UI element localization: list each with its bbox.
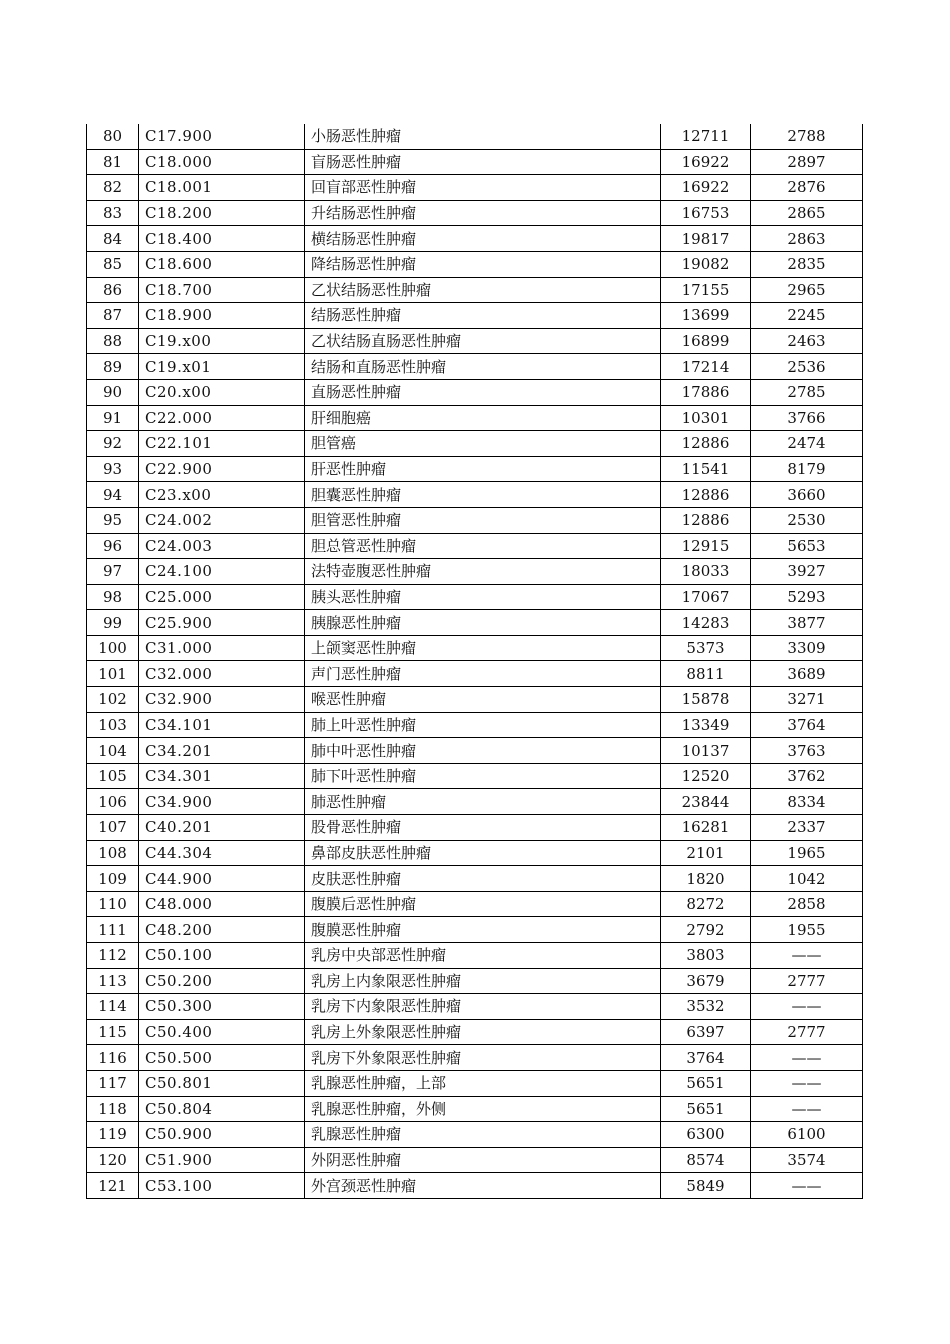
diagnosis-name-cell: 上颌窦恶性肿瘤	[305, 635, 661, 661]
value-cell-1: 10137	[661, 738, 751, 764]
value-cell-2: 2463	[751, 328, 863, 354]
diagnosis-name-cell: 乳腺恶性肿瘤，上部	[305, 1070, 661, 1096]
value-cell-1: 16922	[661, 175, 751, 201]
value-cell-1: 12886	[661, 507, 751, 533]
table-row	[87, 533, 863, 559]
value-cell-2: 3764	[751, 712, 863, 738]
diagnosis-name-cell: 肺上叶恶性肿瘤	[305, 712, 661, 738]
icd-code-cell: C50.500	[139, 1045, 305, 1071]
row-number-cell: 95	[87, 507, 139, 533]
row-number-cell: 99	[87, 610, 139, 636]
diagnosis-name-cell: 肝恶性肿瘤	[305, 456, 661, 482]
value-cell-2: 5293	[751, 584, 863, 610]
table-body	[87, 124, 863, 1198]
row-number-cell: 80	[87, 124, 139, 149]
value-cell-1: 12915	[661, 533, 751, 559]
table-row	[87, 866, 863, 892]
value-cell-1: 12711	[661, 124, 751, 149]
diagnosis-name-cell: 乙状结肠恶性肿瘤	[305, 277, 661, 303]
value-cell-1: 5849	[661, 1173, 751, 1199]
value-cell-2: 1955	[751, 917, 863, 943]
diagnosis-name-cell: 乳房中央部恶性肿瘤	[305, 943, 661, 969]
icd-code-cell: C18.001	[139, 175, 305, 201]
value-cell-2: ——	[751, 1045, 863, 1071]
diagnosis-name-cell: 法特壶腹恶性肿瘤	[305, 559, 661, 585]
diagnosis-name-cell: 腹膜后恶性肿瘤	[305, 891, 661, 917]
value-cell-2: ——	[751, 1096, 863, 1122]
diagnosis-name-cell: 外阴恶性肿瘤	[305, 1147, 661, 1173]
value-cell-2: 3574	[751, 1147, 863, 1173]
table-row	[87, 251, 863, 277]
value-cell-2: 2474	[751, 431, 863, 457]
icd-code-cell: C22.101	[139, 431, 305, 457]
icd-code-cell: C31.000	[139, 635, 305, 661]
value-cell-1: 3532	[661, 994, 751, 1020]
icd-code-cell: C24.003	[139, 533, 305, 559]
diagnosis-name-cell: 肺中叶恶性肿瘤	[305, 738, 661, 764]
diagnosis-name-cell: 皮肤恶性肿瘤	[305, 866, 661, 892]
value-cell-1: 6397	[661, 1019, 751, 1045]
diagnosis-name-cell: 乳房下外象限恶性肿瘤	[305, 1045, 661, 1071]
value-cell-1: 11541	[661, 456, 751, 482]
icd-code-cell: C18.900	[139, 303, 305, 329]
diagnosis-name-cell: 肺恶性肿瘤	[305, 789, 661, 815]
icd-code-cell: C44.304	[139, 840, 305, 866]
value-cell-2: 2835	[751, 251, 863, 277]
table-row	[87, 277, 863, 303]
value-cell-1: 2792	[661, 917, 751, 943]
diagnosis-name-cell: 乳房下内象限恶性肿瘤	[305, 994, 661, 1020]
table-row	[87, 456, 863, 482]
table-row	[87, 1019, 863, 1045]
diagnosis-name-cell: 胰头恶性肿瘤	[305, 584, 661, 610]
table-row	[87, 507, 863, 533]
table-row	[87, 1122, 863, 1148]
table-row	[87, 1096, 863, 1122]
value-cell-2: 2777	[751, 968, 863, 994]
icd-code-cell: C23.x00	[139, 482, 305, 508]
row-number-cell: 98	[87, 584, 139, 610]
value-cell-2: 2777	[751, 1019, 863, 1045]
row-number-cell: 104	[87, 738, 139, 764]
icd-code-cell: C50.100	[139, 943, 305, 969]
row-number-cell: 87	[87, 303, 139, 329]
value-cell-1: 10301	[661, 405, 751, 431]
value-cell-2: 2897	[751, 149, 863, 175]
value-cell-1: 17886	[661, 379, 751, 405]
icd-code-cell: C50.400	[139, 1019, 305, 1045]
value-cell-2: 2858	[751, 891, 863, 917]
icd-code-cell: C32.900	[139, 687, 305, 713]
row-number-cell: 93	[87, 456, 139, 482]
value-cell-1: 8272	[661, 891, 751, 917]
icd-code-cell: C20.x00	[139, 379, 305, 405]
table-row	[87, 200, 863, 226]
value-cell-1: 16753	[661, 200, 751, 226]
row-number-cell: 106	[87, 789, 139, 815]
value-cell-1: 16922	[661, 149, 751, 175]
row-number-cell: 121	[87, 1173, 139, 1199]
value-cell-2: 2965	[751, 277, 863, 303]
table-row	[87, 712, 863, 738]
value-cell-1: 3803	[661, 943, 751, 969]
table-row	[87, 226, 863, 252]
value-cell-2: 3271	[751, 687, 863, 713]
diagnosis-name-cell: 结肠恶性肿瘤	[305, 303, 661, 329]
icd-code-cell: C50.200	[139, 968, 305, 994]
table-row	[87, 840, 863, 866]
value-cell-2: 1965	[751, 840, 863, 866]
table-row	[87, 1147, 863, 1173]
row-number-cell: 84	[87, 226, 139, 252]
table-row	[87, 1070, 863, 1096]
table-row	[87, 687, 863, 713]
value-cell-1: 13349	[661, 712, 751, 738]
table-row	[87, 303, 863, 329]
table-row	[87, 379, 863, 405]
diagnosis-name-cell: 乙状结肠直肠恶性肿瘤	[305, 328, 661, 354]
icd-code-cell: C48.200	[139, 917, 305, 943]
diagnosis-name-cell: 升结肠恶性肿瘤	[305, 200, 661, 226]
value-cell-2: 2337	[751, 815, 863, 841]
value-cell-2: 8334	[751, 789, 863, 815]
icd-code-cell: C34.301	[139, 763, 305, 789]
icd-code-cell: C53.100	[139, 1173, 305, 1199]
value-cell-1: 1820	[661, 866, 751, 892]
diagnosis-name-cell: 回盲部恶性肿瘤	[305, 175, 661, 201]
diagnosis-name-cell: 胆管癌	[305, 431, 661, 457]
row-number-cell: 115	[87, 1019, 139, 1045]
value-cell-2: 2245	[751, 303, 863, 329]
value-cell-2: 2530	[751, 507, 863, 533]
diagnosis-name-cell: 股骨恶性肿瘤	[305, 815, 661, 841]
row-number-cell: 117	[87, 1070, 139, 1096]
value-cell-2: 3660	[751, 482, 863, 508]
table-row	[87, 124, 863, 149]
icd-code-cell: C17.900	[139, 124, 305, 149]
value-cell-2: ——	[751, 994, 863, 1020]
icd-code-cell: C50.900	[139, 1122, 305, 1148]
row-number-cell: 101	[87, 661, 139, 687]
value-cell-2: 2863	[751, 226, 863, 252]
diagnosis-name-cell: 胰腺恶性肿瘤	[305, 610, 661, 636]
icd-code-cell: C48.000	[139, 891, 305, 917]
table-row	[87, 584, 863, 610]
value-cell-1: 17214	[661, 354, 751, 380]
value-cell-2: 3762	[751, 763, 863, 789]
table-row	[87, 610, 863, 636]
icd-code-cell: C32.000	[139, 661, 305, 687]
row-number-cell: 107	[87, 815, 139, 841]
value-cell-2: 2865	[751, 200, 863, 226]
value-cell-2: 3927	[751, 559, 863, 585]
value-cell-2: 2536	[751, 354, 863, 380]
icd-code-cell: C50.300	[139, 994, 305, 1020]
table-row	[87, 968, 863, 994]
row-number-cell: 116	[87, 1045, 139, 1071]
diagnosis-name-cell: 腹膜恶性肿瘤	[305, 917, 661, 943]
value-cell-1: 23844	[661, 789, 751, 815]
value-cell-1: 19817	[661, 226, 751, 252]
value-cell-2: 3689	[751, 661, 863, 687]
row-number-cell: 113	[87, 968, 139, 994]
diagnosis-name-cell: 喉恶性肿瘤	[305, 687, 661, 713]
icd-code-cell: C50.801	[139, 1070, 305, 1096]
value-cell-2: 6100	[751, 1122, 863, 1148]
row-number-cell: 118	[87, 1096, 139, 1122]
value-cell-1: 8811	[661, 661, 751, 687]
row-number-cell: 120	[87, 1147, 139, 1173]
value-cell-2: 5653	[751, 533, 863, 559]
value-cell-2: 3877	[751, 610, 863, 636]
table-row	[87, 738, 863, 764]
diagnosis-name-cell: 胆囊恶性肿瘤	[305, 482, 661, 508]
value-cell-1: 15878	[661, 687, 751, 713]
icd-code-cell: C44.900	[139, 866, 305, 892]
diagnosis-name-cell: 乳腺恶性肿瘤	[305, 1122, 661, 1148]
row-number-cell: 94	[87, 482, 139, 508]
diagnosis-table	[86, 124, 863, 1199]
table-row	[87, 431, 863, 457]
value-cell-2: 1042	[751, 866, 863, 892]
row-number-cell: 85	[87, 251, 139, 277]
value-cell-1: 12886	[661, 431, 751, 457]
value-cell-2: 8179	[751, 456, 863, 482]
value-cell-1: 5373	[661, 635, 751, 661]
value-cell-2: 2788	[751, 124, 863, 149]
value-cell-1: 6300	[661, 1122, 751, 1148]
diagnosis-name-cell: 乳房上外象限恶性肿瘤	[305, 1019, 661, 1045]
table-row	[87, 149, 863, 175]
row-number-cell: 102	[87, 687, 139, 713]
diagnosis-name-cell: 肺下叶恶性肿瘤	[305, 763, 661, 789]
icd-code-cell: C34.101	[139, 712, 305, 738]
row-number-cell: 114	[87, 994, 139, 1020]
row-number-cell: 96	[87, 533, 139, 559]
table-row	[87, 1045, 863, 1071]
table-row	[87, 763, 863, 789]
table-row	[87, 943, 863, 969]
icd-code-cell: C22.000	[139, 405, 305, 431]
row-number-cell: 111	[87, 917, 139, 943]
row-number-cell: 110	[87, 891, 139, 917]
table-row	[87, 917, 863, 943]
icd-code-cell: C18.000	[139, 149, 305, 175]
table-row	[87, 328, 863, 354]
row-number-cell: 81	[87, 149, 139, 175]
row-number-cell: 83	[87, 200, 139, 226]
table-row	[87, 891, 863, 917]
row-number-cell: 119	[87, 1122, 139, 1148]
icd-code-cell: C25.000	[139, 584, 305, 610]
diagnosis-name-cell: 声门恶性肿瘤	[305, 661, 661, 687]
table-row	[87, 661, 863, 687]
row-number-cell: 109	[87, 866, 139, 892]
row-number-cell: 88	[87, 328, 139, 354]
value-cell-2: ——	[751, 943, 863, 969]
diagnosis-name-cell: 结肠和直肠恶性肿瘤	[305, 354, 661, 380]
value-cell-1: 12886	[661, 482, 751, 508]
icd-code-cell: C50.804	[139, 1096, 305, 1122]
diagnosis-name-cell: 胆管恶性肿瘤	[305, 507, 661, 533]
icd-code-cell: C22.900	[139, 456, 305, 482]
row-number-cell: 86	[87, 277, 139, 303]
row-number-cell: 90	[87, 379, 139, 405]
value-cell-1: 5651	[661, 1096, 751, 1122]
table-row	[87, 354, 863, 380]
row-number-cell: 108	[87, 840, 139, 866]
icd-code-cell: C19.x01	[139, 354, 305, 380]
diagnosis-name-cell: 盲肠恶性肿瘤	[305, 149, 661, 175]
table-row	[87, 994, 863, 1020]
table-row	[87, 1173, 863, 1199]
row-number-cell: 89	[87, 354, 139, 380]
icd-code-cell: C18.200	[139, 200, 305, 226]
icd-code-cell: C18.600	[139, 251, 305, 277]
row-number-cell: 105	[87, 763, 139, 789]
table-row	[87, 559, 863, 585]
icd-code-cell: C18.400	[139, 226, 305, 252]
value-cell-1: 5651	[661, 1070, 751, 1096]
value-cell-1: 3764	[661, 1045, 751, 1071]
table-row	[87, 789, 863, 815]
value-cell-2: 3309	[751, 635, 863, 661]
table-row	[87, 815, 863, 841]
row-number-cell: 103	[87, 712, 139, 738]
table-row	[87, 635, 863, 661]
row-number-cell: 91	[87, 405, 139, 431]
row-number-cell: 97	[87, 559, 139, 585]
value-cell-1: 16281	[661, 815, 751, 841]
row-number-cell: 92	[87, 431, 139, 457]
value-cell-2: 2876	[751, 175, 863, 201]
diagnosis-name-cell: 胆总管恶性肿瘤	[305, 533, 661, 559]
value-cell-2: ——	[751, 1070, 863, 1096]
icd-code-cell: C25.900	[139, 610, 305, 636]
value-cell-1: 12520	[661, 763, 751, 789]
table-row	[87, 175, 863, 201]
diagnosis-name-cell: 乳房上内象限恶性肿瘤	[305, 968, 661, 994]
diagnosis-name-cell: 降结肠恶性肿瘤	[305, 251, 661, 277]
value-cell-1: 13699	[661, 303, 751, 329]
value-cell-1: 16899	[661, 328, 751, 354]
value-cell-1: 17067	[661, 584, 751, 610]
table-row	[87, 482, 863, 508]
value-cell-1: 14283	[661, 610, 751, 636]
value-cell-1: 17155	[661, 277, 751, 303]
diagnosis-name-cell: 乳腺恶性肿瘤，外侧	[305, 1096, 661, 1122]
icd-code-cell: C19.x00	[139, 328, 305, 354]
row-number-cell: 82	[87, 175, 139, 201]
table-row	[87, 405, 863, 431]
value-cell-1: 3679	[661, 968, 751, 994]
icd-code-cell: C34.900	[139, 789, 305, 815]
icd-code-cell: C40.201	[139, 815, 305, 841]
diagnosis-name-cell: 外宫颈恶性肿瘤	[305, 1173, 661, 1199]
value-cell-2: 2785	[751, 379, 863, 405]
icd-code-cell: C24.002	[139, 507, 305, 533]
value-cell-1: 18033	[661, 559, 751, 585]
icd-code-cell: C18.700	[139, 277, 305, 303]
icd-code-cell: C24.100	[139, 559, 305, 585]
icd-code-cell: C34.201	[139, 738, 305, 764]
value-cell-2: 3763	[751, 738, 863, 764]
value-cell-1: 2101	[661, 840, 751, 866]
diagnosis-name-cell: 鼻部皮肤恶性肿瘤	[305, 840, 661, 866]
icd-code-cell: C51.900	[139, 1147, 305, 1173]
diagnosis-name-cell: 肝细胞癌	[305, 405, 661, 431]
value-cell-2: ——	[751, 1173, 863, 1199]
value-cell-2: 3766	[751, 405, 863, 431]
value-cell-1: 8574	[661, 1147, 751, 1173]
row-number-cell: 112	[87, 943, 139, 969]
diagnosis-name-cell: 小肠恶性肿瘤	[305, 124, 661, 149]
row-number-cell: 100	[87, 635, 139, 661]
diagnosis-name-cell: 横结肠恶性肿瘤	[305, 226, 661, 252]
diagnosis-name-cell: 直肠恶性肿瘤	[305, 379, 661, 405]
value-cell-1: 19082	[661, 251, 751, 277]
